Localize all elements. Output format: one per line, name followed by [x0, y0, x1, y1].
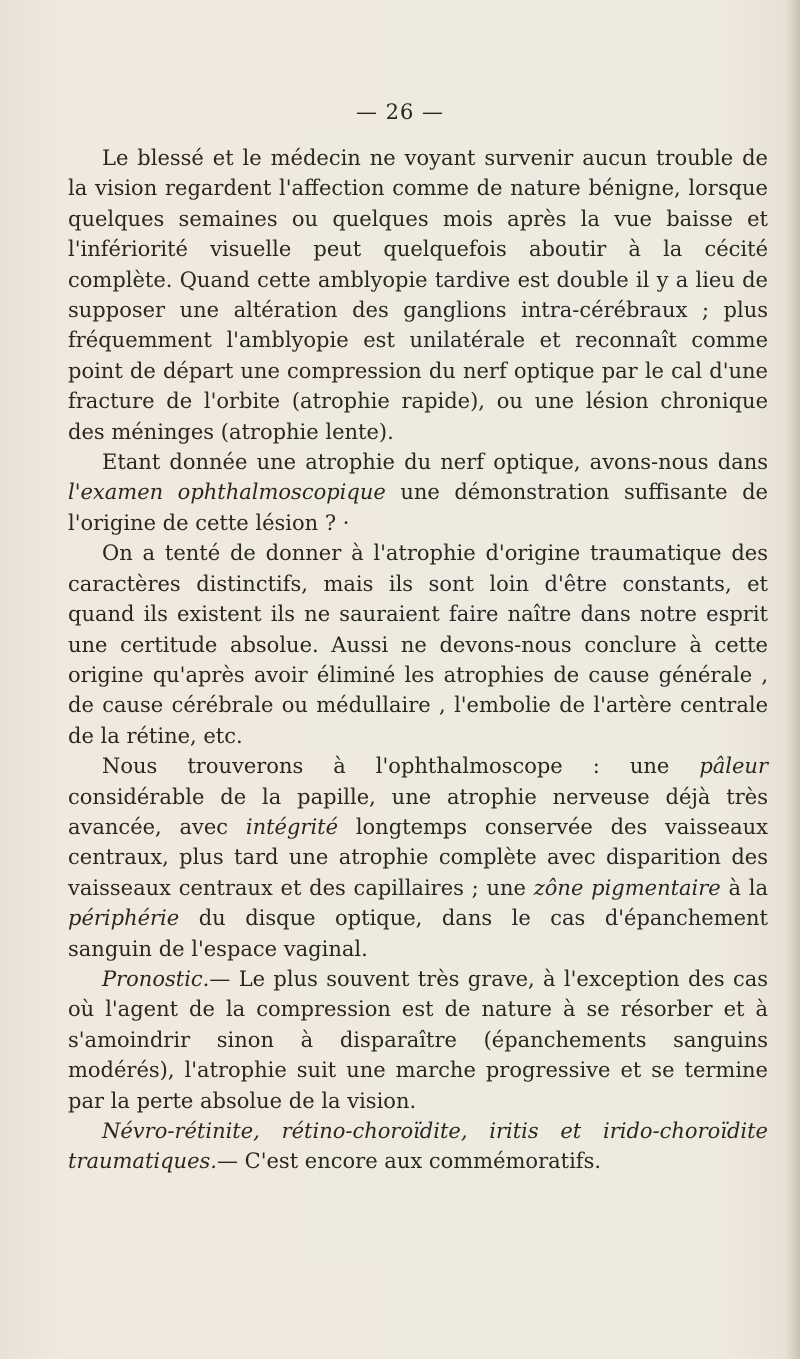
text-segment: Etant donnée une atrophie du nerf optique, avons-nous dans	[102, 450, 768, 475]
paragraph-ophthalmoscope	[68, 751, 768, 964]
text-segment: On a tenté de donner à l'atrophie d'origine traumatique des caractères distinctifs, mais ils sont loin d'être constants, et quand ils existent ils ne sauraient faire naître dans notre esprit une certitude absolue. Aussi ne devons-nous conclure à cette origine qu'après avoir éliminé les atrophies de cause générale , de cause cérébrale ou médullaire , l'embolie de l'artère centrale de la rétine, etc.	[68, 541, 768, 748]
section-heading: Névro-rétinite, rétino-choroïdite, iritis et irido-choroïdite traumatiques.	[68, 1119, 768, 1174]
body-text	[68, 143, 768, 1177]
text-segment: Le blessé et le médecin ne voyant survenir aucun trouble de la vision regardent l'affection comme de nature bénigne, lorsque quelques semaines ou quelques mois après la vue baisse et l'infériorité visuelle peut quelquefois aboutir à la cécité complète. Quand cette amblyopie tardive est double il y a lieu de supposer une altération des ganglions intra-cérébraux ; plus fréquemment l'amblyopie est unilatérale et reconnaît comme point de départ une compression du nerf optique par le cal d'une fracture de l'orbite (atrophie rapide), ou une lésion chronique des méninges (atrophie lente).	[68, 146, 768, 444]
text-segment: considérable de la papille, une atrophie nerveuse déjà très avancée, avec	[68, 784, 768, 839]
text-segment: du disque optique, dans le cas d'épanchement sanguin de l'espace vaginal.	[68, 906, 768, 961]
page-number: — 26 —	[355, 100, 445, 124]
text-segment: à la	[720, 875, 769, 900]
italic-segment: l'examen ophthalmoscopique	[68, 480, 386, 505]
text-segment: — C'est encore aux commémoratifs.	[216, 1149, 602, 1174]
paragraph-examen	[68, 447, 768, 538]
text-segment: une démonstration suffisante de l'origine de cette lésion ? ·	[68, 480, 768, 535]
paragraph-amblyopie	[68, 143, 768, 447]
text-segment: Nous trouverons à l'ophthalmoscope : une	[102, 754, 700, 779]
paragraph-atrophie-traumatique	[68, 538, 768, 751]
italic-segment: périphérie	[68, 906, 180, 931]
italic-segment: zône pigmentaire	[533, 875, 721, 900]
page-edge-shadow	[786, 0, 800, 1359]
italic-segment: pâleur	[699, 754, 768, 779]
paragraph-nevro-retinite	[68, 1116, 768, 1177]
italic-segment: intégrité	[245, 814, 339, 839]
paragraph-pronostic	[68, 964, 768, 1116]
section-heading: Pronostic.	[102, 966, 210, 991]
text-segment: longtemps conservée des vaisseaux centraux, plus tard une atrophie complète avec disparition des vaisseaux centraux et des capillaires ; une	[68, 814, 768, 900]
text-segment: — Le plus souvent très grave, à l'exception des cas où l'agent de la compression est de nature à se résorber et à s'amoindrir sinon à disparaître (épanchements sanguins modérés), l'atrophie suit une marche progressive et se termine par la perte absolue de la vision.	[68, 966, 768, 1113]
